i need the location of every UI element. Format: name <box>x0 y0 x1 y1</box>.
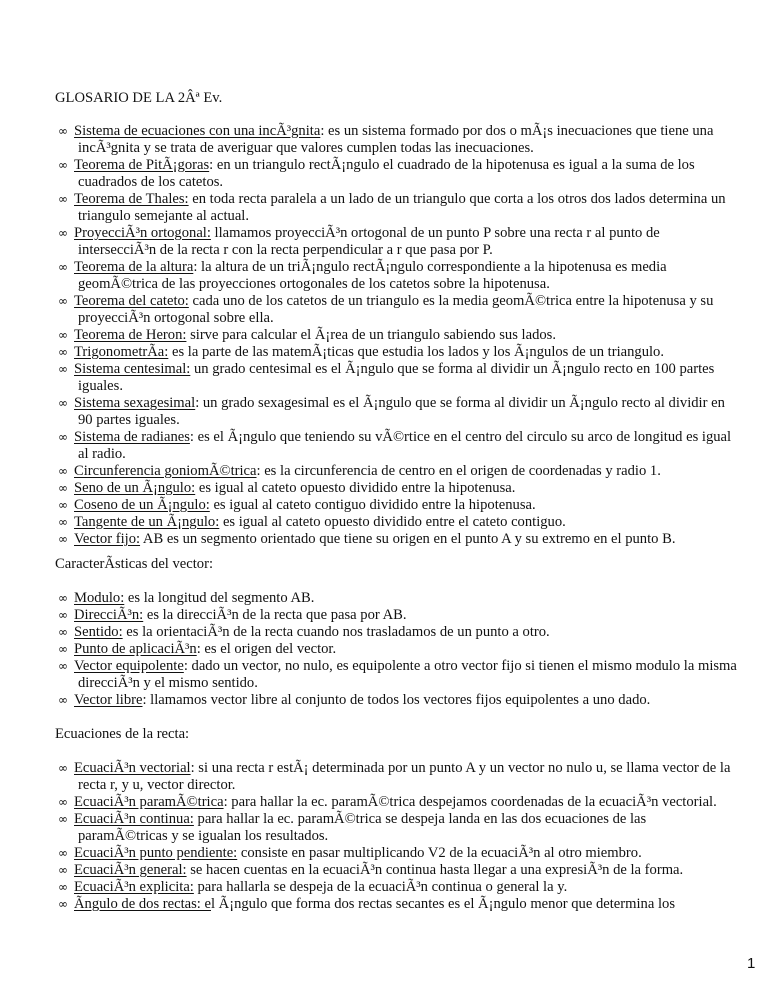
glossary-entry <box>58 463 738 480</box>
glossary-entry <box>58 658 738 692</box>
infinity-bullet-icon: ∞ <box>58 260 68 274</box>
infinity-bullet-icon: ∞ <box>58 863 68 877</box>
glossary-term: Vector equipolente <box>74 658 184 674</box>
infinity-bullet-icon: ∞ <box>58 608 68 622</box>
glossary-definition: : la altura de un triÃ¡ngulo rectÃ¡ngulo correspondiente a la hipotenusa es media geomÃ©trica de las proyecciones ortogonales de los catetos sobre la hipotenusa. <box>78 259 667 292</box>
infinity-bullet-icon: ∞ <box>58 294 68 308</box>
glossary-entry <box>58 624 738 641</box>
glossary-term: Sistema sexagesimal <box>74 395 196 411</box>
glossary-entry <box>58 497 738 514</box>
glossary-term: Modulo: <box>74 590 125 606</box>
glossary-entry <box>58 879 738 896</box>
glossary-definition: AB es un segmento orientado que tiene su origen en el punto A y su extremo en el punto B. <box>140 531 676 547</box>
infinity-bullet-icon: ∞ <box>58 124 68 138</box>
glossary-entry <box>58 531 738 548</box>
section-heading-line-equations: Ecuaciones de la recta: <box>55 726 190 742</box>
glossary-definition: : para hallar la ec. paramÃ©trica despejamos coordenadas de la ecuaciÃ³n vectorial. <box>223 794 717 810</box>
glossary-definition: en toda recta paralela a un lado de un triangulo que corta a los otros dos lados determina un triangulo semejante al actual. <box>78 191 726 224</box>
glossary-entry <box>58 157 738 191</box>
glossary-entry <box>58 225 738 259</box>
glossary-definition: : es el origen del vector. <box>196 641 337 657</box>
glossary-entry <box>58 259 738 293</box>
infinity-bullet-icon: ∞ <box>58 481 68 495</box>
glossary-definition: : es un sistema formado por dos o mÃ¡s inecuaciones que tiene una incÃ³gnita y se trata de averiguar que valores cumplen todas las inecuaciones. <box>78 123 714 156</box>
glossary-term: Teorema del cateto: <box>74 293 189 309</box>
glossary-term: ProyecciÃ³n ortogonal: <box>74 225 211 241</box>
infinity-bullet-icon: ∞ <box>58 591 68 605</box>
glossary-term: Circunferencia goniomÃ©trica <box>74 463 257 479</box>
glossary-entry <box>58 344 738 361</box>
glossary-entry <box>58 293 738 327</box>
glossary-term: Teorema de Thales: <box>74 191 189 207</box>
glossary-term: Teorema de la altura <box>74 259 194 275</box>
glossary-term: Vector fijo: <box>74 531 141 547</box>
glossary-definition: consiste en pasar multiplicando V2 de la ecuaciÃ³n al otro miembro. <box>237 845 642 861</box>
document-title: GLOSARIO DE LA 2Âª Ev. <box>55 90 223 106</box>
glossary-entry <box>58 692 738 709</box>
infinity-bullet-icon: ∞ <box>58 345 68 359</box>
section-heading-vector-characteristics: CaracterÃsticas del vector: <box>55 556 214 572</box>
glossary-term: Sistema de ecuaciones con una incÃ³gnita <box>74 123 321 139</box>
glossary-term: EcuaciÃ³n general: <box>74 862 187 878</box>
glossary-list-line-equations <box>58 760 738 913</box>
glossary-entry <box>58 845 738 862</box>
glossary-term: Ãngulo de dos rectas: e <box>74 896 211 912</box>
glossary-entry <box>58 480 738 497</box>
glossary-definition: se hacen cuentas en la ecuaciÃ³n continua hasta llegar a una expresiÃ³n de la forma. <box>186 862 684 878</box>
glossary-definition: para hallar la ec. paramÃ©trica se despeja landa en las dos ecuaciones de las paramÃ©tricas y se igualan los resultados. <box>78 811 647 844</box>
glossary-term: EcuaciÃ³n punto pendiente: <box>74 845 238 861</box>
glossary-entry <box>58 641 738 658</box>
glossary-term: Sistema centesimal: <box>74 361 191 377</box>
infinity-bullet-icon: ∞ <box>58 498 68 512</box>
infinity-bullet-icon: ∞ <box>58 396 68 410</box>
glossary-term: Punto de aplicaciÃ³n <box>74 641 197 657</box>
glossary-term: EcuaciÃ³n vectorial <box>74 760 191 776</box>
glossary-definition: : un grado sexagesimal es el Ã¡ngulo que se forma al dividir un Ã¡ngulo recto al dividir en 90 partes iguales. <box>78 395 725 428</box>
glossary-definition: : si una recta r estÃ¡ determinada por un punto A y un vector no nulo u, se llama vector de la recta r, y u, vector director. <box>78 760 731 793</box>
glossary-definition: cada uno de los catetos de un triangulo es la media geomÃ©trica entre la hipotenusa y su proyecciÃ³n ortogonal sobre ella. <box>78 293 714 326</box>
infinity-bullet-icon: ∞ <box>58 812 68 826</box>
glossary-definition: es igual al cateto opuesto dividido entre el cateto contiguo. <box>219 514 566 530</box>
glossary-definition: : llamamos vector libre al conjunto de todos los vectores fijos equipolentes a uno dado. <box>142 692 651 708</box>
glossary-definition: sirve para calcular el Ã¡rea de un triangulo sabiendo sus lados. <box>186 327 557 343</box>
infinity-bullet-icon: ∞ <box>58 430 68 444</box>
glossary-entry <box>58 760 738 794</box>
glossary-term: Vector libre <box>74 692 143 708</box>
glossary-term: Tangente de un Ã¡ngulo: <box>74 514 220 530</box>
glossary-term: Teorema de PitÃ¡goras <box>74 157 210 173</box>
glossary-definition: llamamos proyecciÃ³n ortogonal de un punto P sobre una recta r al punto de intersecciÃ³n de la recta r con la recta perpendicular a r que pasa por P. <box>78 225 660 258</box>
infinity-bullet-icon: ∞ <box>58 693 68 707</box>
glossary-definition: : dado un vector, no nulo, es equipolente a otro vector fijo si tienen el mismo modulo la misma direcciÃ³n y el mismo sentido. <box>78 658 737 691</box>
glossary-definition: es la direcciÃ³n de la recta que pasa por AB. <box>143 607 407 623</box>
glossary-term: Sistema de radianes <box>74 429 190 445</box>
glossary-definition: l Ã¡ngulo que forma dos rectas secantes es el Ã¡ngulo menor que determina los <box>210 896 676 912</box>
glossary-term: DirecciÃ³n: <box>74 607 144 623</box>
glossary-entry <box>58 862 738 879</box>
glossary-entry <box>58 191 738 225</box>
glossary-entry <box>58 361 738 395</box>
glossary-term: EcuaciÃ³n continua: <box>74 811 194 827</box>
glossary-entry <box>58 123 738 157</box>
infinity-bullet-icon: ∞ <box>58 464 68 478</box>
glossary-entry <box>58 590 738 607</box>
glossary-entry <box>58 896 738 913</box>
glossary-definition: un grado centesimal es el Ã¡ngulo que se forma al dividir un Ã¡ngulo recto en 100 partes iguales. <box>78 361 715 394</box>
infinity-bullet-icon: ∞ <box>58 761 68 775</box>
glossary-definition: es la longitud del segmento AB. <box>124 590 315 606</box>
glossary-term: Coseno de un Ã¡ngulo: <box>74 497 210 513</box>
infinity-bullet-icon: ∞ <box>58 192 68 206</box>
glossary-definition: : es la circunferencia de centro en el origen de coordenadas y radio 1. <box>256 463 661 479</box>
glossary-definition: : en un triangulo rectÃ¡ngulo el cuadrado de la hipotenusa es igual a la suma de los cuadrados de los catetos. <box>78 157 695 190</box>
infinity-bullet-icon: ∞ <box>58 897 68 911</box>
glossary-entry <box>58 607 738 624</box>
glossary-definition: para hallarla se despeja de la ecuaciÃ³n continua o general la y. <box>193 879 568 895</box>
infinity-bullet-icon: ∞ <box>58 515 68 529</box>
infinity-bullet-icon: ∞ <box>58 532 68 546</box>
infinity-bullet-icon: ∞ <box>58 328 68 342</box>
glossary-entry <box>58 429 738 463</box>
glossary-entry <box>58 794 738 811</box>
infinity-bullet-icon: ∞ <box>58 158 68 172</box>
glossary-term: EcuaciÃ³n explicita: <box>74 879 194 895</box>
glossary-definition: es igual al cateto contiguo dividido entre la hipotenusa. <box>209 497 536 513</box>
glossary-entry <box>58 811 738 845</box>
glossary-entry <box>58 514 738 531</box>
infinity-bullet-icon: ∞ <box>58 226 68 240</box>
glossary-definition: es la parte de las matemÃ¡ticas que estudia los lados y los Ã¡ngulos de un triangulo. <box>168 344 664 360</box>
glossary-term: Sentido: <box>74 624 123 640</box>
infinity-bullet-icon: ∞ <box>58 846 68 860</box>
glossary-term: Seno de un Ã¡ngulo: <box>74 480 196 496</box>
glossary-list-general <box>58 123 738 548</box>
glossary-term: Teorema de Heron: <box>74 327 187 343</box>
glossary-definition: : es el Ã¡ngulo que teniendo su vÃ©rtice en el centro del circulo su arco de longitud es igual al radio. <box>78 429 732 462</box>
infinity-bullet-icon: ∞ <box>58 642 68 656</box>
glossary-entry <box>58 395 738 429</box>
glossary-definition: es la orientaciÃ³n de la recta cuando nos trasladamos de un punto a otro. <box>122 624 550 640</box>
infinity-bullet-icon: ∞ <box>58 659 68 673</box>
infinity-bullet-icon: ∞ <box>58 880 68 894</box>
page-number: 1 <box>747 955 756 972</box>
infinity-bullet-icon: ∞ <box>58 795 68 809</box>
glossary-term: TrigonometrÃa: <box>74 344 169 360</box>
glossary-entry <box>58 327 738 344</box>
glossary-term: EcuaciÃ³n paramÃ©trica <box>74 794 224 810</box>
glossary-definition: es igual al cateto opuesto dividido entre la hipotenusa. <box>195 480 516 496</box>
infinity-bullet-icon: ∞ <box>58 625 68 639</box>
infinity-bullet-icon: ∞ <box>58 362 68 376</box>
glossary-list-vector <box>58 590 738 709</box>
